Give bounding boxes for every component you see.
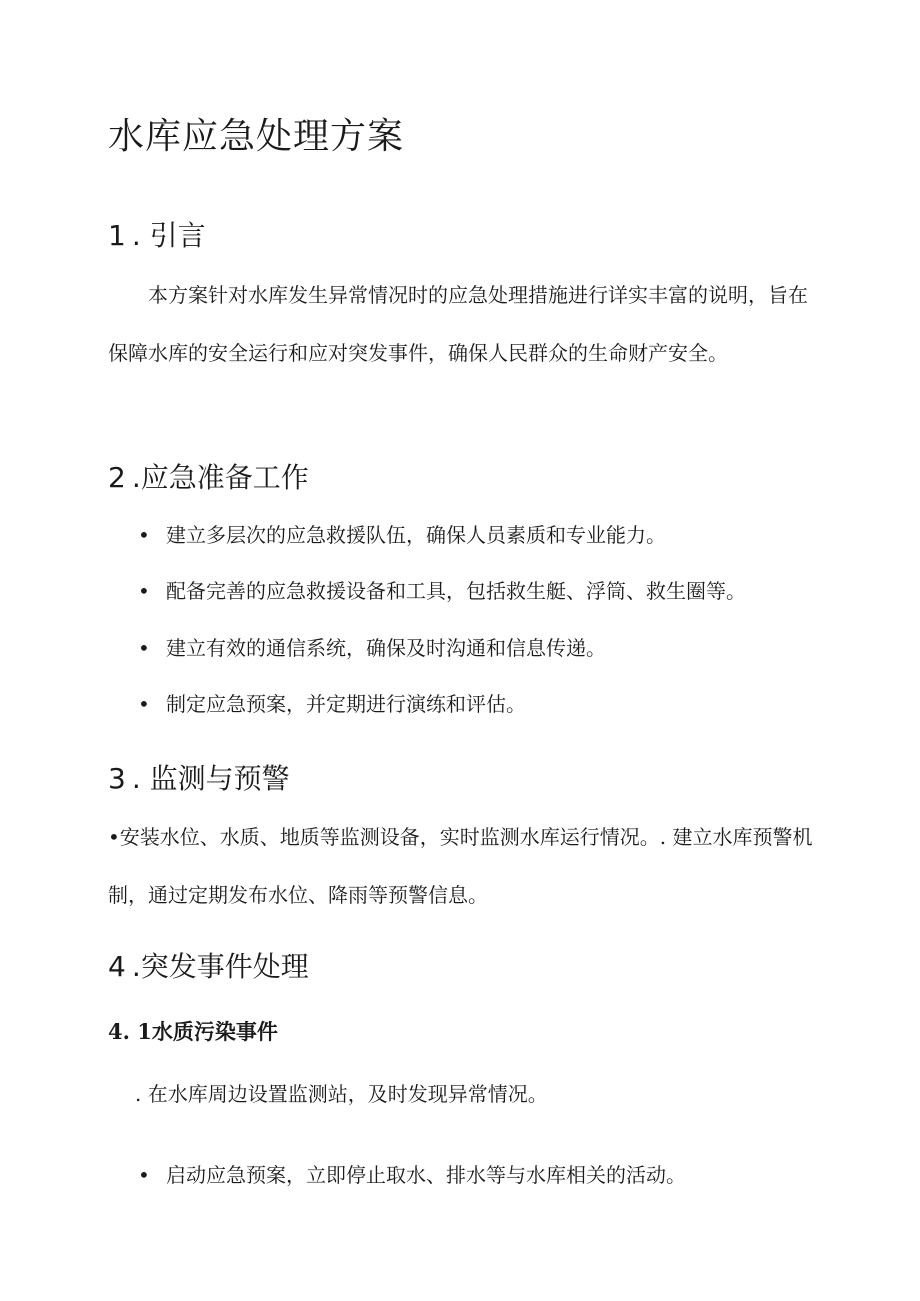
- bullet-icon: •: [138, 523, 150, 547]
- list-item-text: 制定应急预案，并定期进行演练和评估。: [166, 692, 526, 716]
- section-heading-2: [108, 456, 309, 496]
- subsection-line: . 在水库周边设置监测站，及时发现异常情况。: [135, 1082, 548, 1106]
- list-item: [138, 633, 818, 663]
- monitoring-paragraph: •安装水位、水质、地质等监测设备，实时监测水库运行情况。. 建立水库预警机制，通过定期发布水位、降雨等预警信息。: [108, 825, 813, 907]
- section-number: 1: [108, 219, 126, 252]
- section-title: . 监测与预警: [131, 762, 290, 795]
- list-item: [138, 520, 818, 550]
- section-number: 4: [108, 950, 126, 983]
- section-title: .应急准备工作: [131, 461, 309, 494]
- section-number: 3: [108, 762, 126, 795]
- section-heading-4: [108, 945, 309, 985]
- section-title: .突发事件处理: [131, 950, 309, 983]
- list-item-text: 建立多层次的应急救援队伍，确保人员素质和专业能力。: [166, 523, 666, 547]
- section-heading-3: [108, 757, 290, 797]
- list-item: [138, 576, 818, 606]
- document-title: 水库应急处理方案: [108, 116, 405, 157]
- section-title: . 引言: [131, 219, 206, 252]
- section-number: 2: [108, 461, 126, 494]
- list-item-text: 配备完善的应急救援设备和工具，包括救生艇、浮筒、救生圈等。: [166, 579, 746, 603]
- subsection-heading: 4. 1水质污染事件: [108, 1019, 278, 1044]
- bullet-icon: •: [138, 636, 150, 660]
- intro-paragraph: 本方案针对水库发生异常情况时的应急处理措施进行详实丰富的说明，旨在保障水库的安全运行和应对突发事件，确保人民群众的生命财产安全。: [108, 283, 808, 365]
- list-item: [138, 1160, 818, 1190]
- bullet-icon: •: [138, 579, 150, 603]
- list-item-text: 建立有效的通信系统，确保及时沟通和信息传递。: [166, 636, 606, 660]
- bullet-icon: •: [138, 1163, 150, 1187]
- list-item-text: 启动应急预案，立即停止取水、排水等与水库相关的活动。: [166, 1163, 686, 1187]
- list-item: [138, 689, 818, 719]
- bullet-icon: •: [138, 692, 150, 716]
- section-heading-1: [108, 214, 206, 254]
